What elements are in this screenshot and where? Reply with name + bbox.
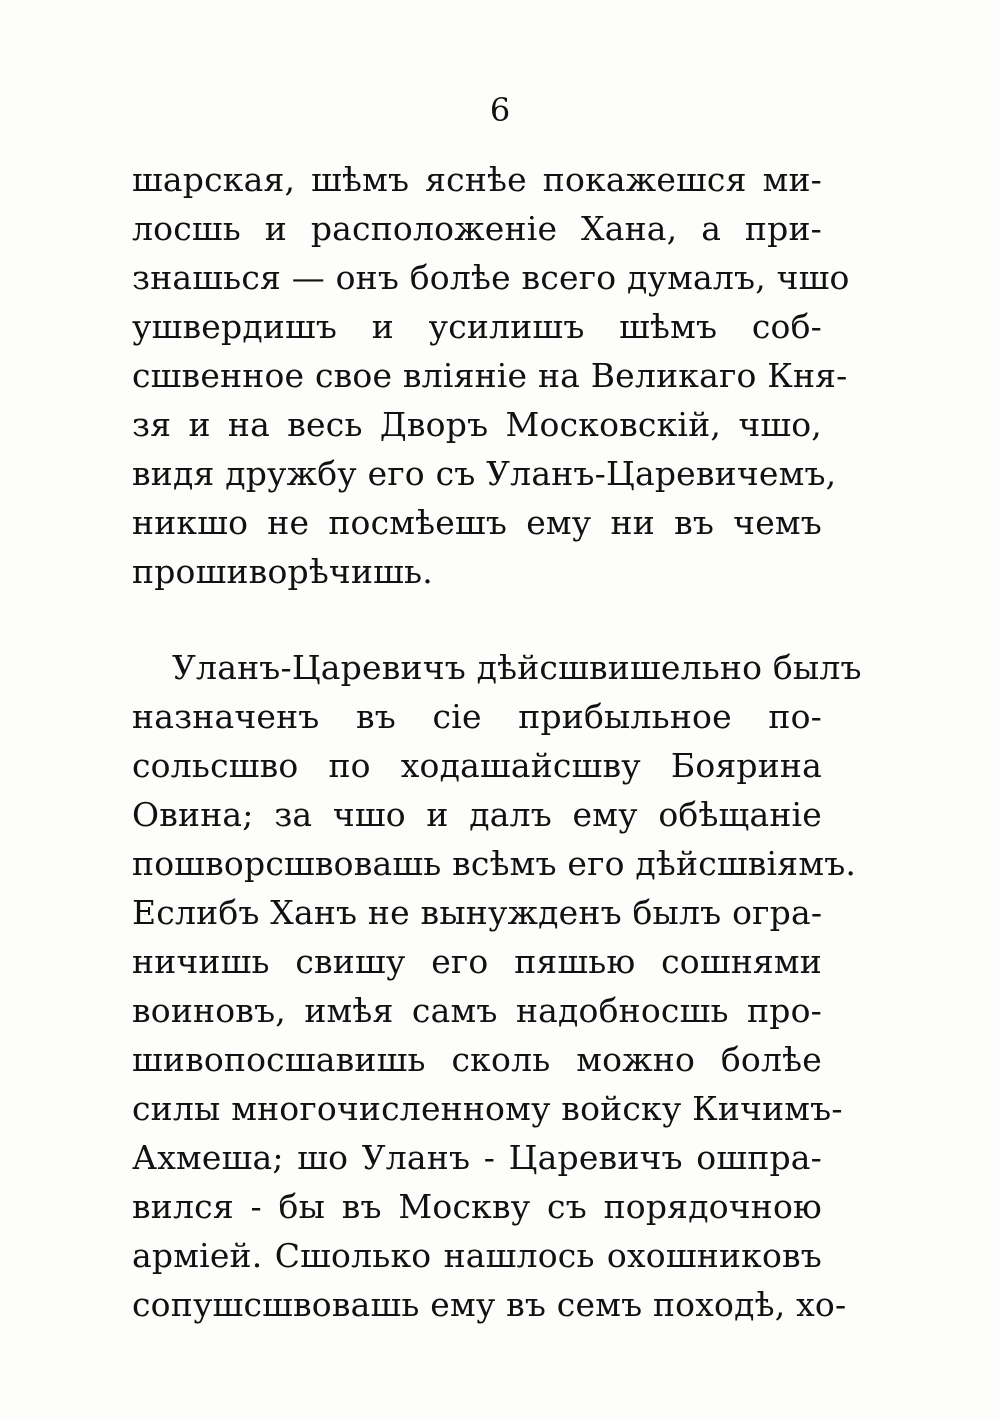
text-line: Уланъ-Царевичъ дѣйсшвишельно былъ xyxy=(172,648,862,687)
paragraph-1 xyxy=(132,155,850,596)
text-line: шивопосшавишь сколь можно болѣе xyxy=(132,1040,822,1079)
text-line: видя дружбу его съ Уланъ-Царевичемъ, xyxy=(132,454,837,493)
text-line: Ахмеша; шо Уланъ - Царевичъ ошпра- xyxy=(132,1138,822,1177)
text-line: сопушсшвовашь ему въ семъ походѣ, хо- xyxy=(132,1285,847,1324)
text-line: вился - бы въ Москву съ порядочною xyxy=(132,1187,822,1226)
text-line: никшо не посмѣешъ ему ни въ чемъ xyxy=(132,503,822,542)
text-line: сшвенное свое вліяніе на Великаго Кня- xyxy=(132,356,848,395)
text-line: шарская, шѣмъ яснѣе покажешся ми- xyxy=(132,160,822,199)
text-line: Овина; за чшо и далъ ему обѣщаніе xyxy=(132,795,822,834)
text-line: силы многочисленному войску Кичимъ- xyxy=(132,1089,843,1128)
text-line: назначенъ въ сіе прибыльное по- xyxy=(132,697,822,736)
text-line: знашься — онъ болѣе всего думалъ, чшо xyxy=(132,258,850,297)
text-line: ничишь свишу его пяшью сошнями xyxy=(132,942,822,981)
text-line: сольсшво по ходашайсшву Боярина xyxy=(132,746,822,785)
text-line: прошиворѣчишь. xyxy=(132,552,433,591)
paragraph-2 xyxy=(132,643,862,1329)
page-number: 6 xyxy=(489,91,511,129)
text-line: арміей. Сшолько нашлось охошниковъ xyxy=(132,1236,822,1275)
text-line: зя и на весь Дворъ Московскій, чшо, xyxy=(132,405,822,444)
text-line: Еслибъ Ханъ не вынужденъ былъ огра- xyxy=(132,893,823,932)
text-line: пошворсшвовашь всѣмъ его дѣйсшвіямъ. xyxy=(132,844,857,883)
text-line: ушвердишъ и усилишъ шѣмъ соб- xyxy=(132,307,822,346)
text-line: лосшь и расположеніе Хана, а при- xyxy=(132,209,822,248)
text-line: воиновъ, имѣя самъ надобносшь про- xyxy=(132,991,822,1030)
